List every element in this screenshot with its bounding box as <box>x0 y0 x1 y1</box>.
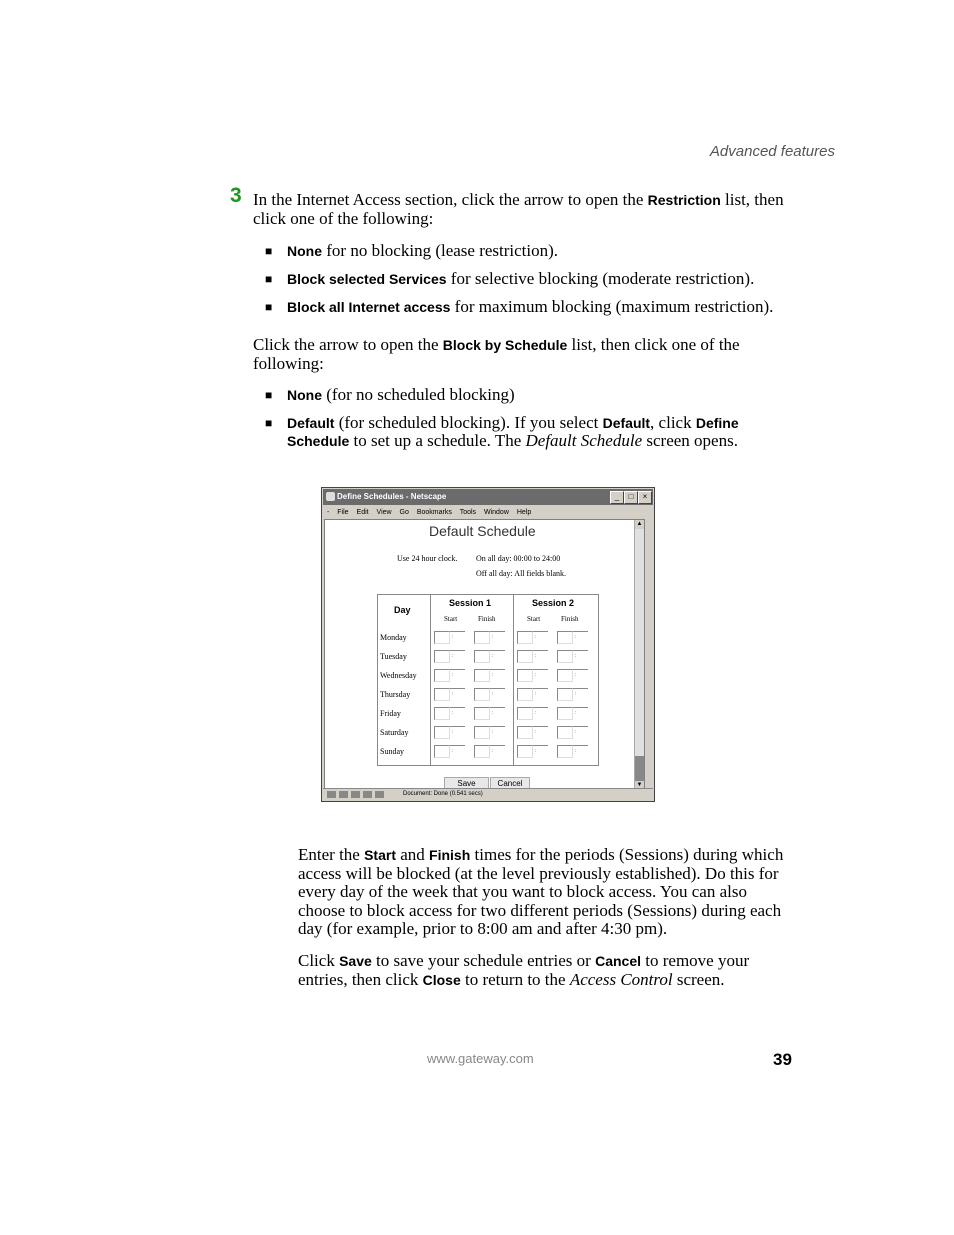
time-input[interactable] <box>517 745 533 758</box>
time-input[interactable] <box>450 631 465 644</box>
time-input[interactable] <box>557 650 573 663</box>
time-input[interactable] <box>434 669 450 682</box>
window-title: Define Schedules - Netscape <box>337 492 447 501</box>
time-input[interactable] <box>474 631 490 644</box>
maximize-icon[interactable]: □ <box>624 491 638 504</box>
time-input[interactable] <box>517 726 533 739</box>
time-input[interactable] <box>450 726 465 739</box>
time-input[interactable] <box>474 745 490 758</box>
menu-edit[interactable]: Edit <box>356 509 369 516</box>
time-input[interactable] <box>474 707 490 720</box>
save-paragraph: Click Save to save your schedule entries or Cancel to remove your entries, then click Close to return to the Access Control screen. <box>298 951 750 989</box>
time-input[interactable] <box>450 745 465 758</box>
browser-content <box>324 519 645 791</box>
scroll-thumb[interactable] <box>635 756 644 782</box>
session1-header: Session 1 <box>449 598 492 608</box>
time-input[interactable] <box>557 631 573 644</box>
menu-view[interactable]: View <box>376 509 392 516</box>
time-input[interactable] <box>474 726 490 739</box>
time-input[interactable] <box>490 669 505 682</box>
window-titlebar <box>323 489 653 505</box>
time-input[interactable] <box>573 726 588 739</box>
minimize-icon[interactable]: _ <box>610 491 624 504</box>
time-input[interactable] <box>533 631 548 644</box>
time-input[interactable] <box>573 688 588 701</box>
time-input[interactable] <box>490 688 505 701</box>
section-header: Advanced features <box>709 143 835 160</box>
time-input[interactable] <box>517 650 533 663</box>
scroll-down-icon[interactable]: ▼ <box>636 782 643 788</box>
time-input[interactable] <box>573 669 588 682</box>
time-input[interactable] <box>557 669 573 682</box>
time-input[interactable] <box>474 650 490 663</box>
day-label: Tuesday <box>380 652 407 661</box>
menu-window[interactable]: Window <box>483 509 509 516</box>
time-input[interactable] <box>450 707 465 720</box>
time-input[interactable] <box>450 650 465 663</box>
time-input[interactable] <box>573 650 588 663</box>
menu-go[interactable]: Go <box>399 509 409 516</box>
session2-header: Session 2 <box>532 598 575 608</box>
time-input[interactable] <box>573 631 588 644</box>
page-number: 39 <box>773 1050 792 1069</box>
netscape-icon <box>326 492 335 501</box>
time-input[interactable] <box>533 726 548 739</box>
finish-label: Finish <box>561 615 579 623</box>
schedule-paragraph: Click the arrow to open the Block by Schedule list, then click one of the following: <box>253 335 740 373</box>
time-input[interactable] <box>434 707 450 720</box>
footer-url: www.gateway.com <box>427 1051 534 1066</box>
time-input[interactable] <box>533 745 548 758</box>
start-label: Start <box>527 615 541 623</box>
day-label: Wednesday <box>380 671 417 680</box>
time-input[interactable] <box>490 726 505 739</box>
close-icon[interactable]: × <box>638 491 652 504</box>
time-input[interactable] <box>490 707 505 720</box>
time-input[interactable] <box>557 707 573 720</box>
day-label: Thursday <box>380 690 411 699</box>
screenshot-window <box>321 487 655 802</box>
enter-paragraph: Enter the Start and Finish times for the periods (Sessions) during which access will be blocked (at the level previously established). Do this for every day of the week that you want to block access. You can also choose to block access for two different periods (Sessions) during each day (for example, prior to 8:00 am and after 4:30 pm). <box>298 845 784 938</box>
time-input[interactable] <box>573 707 588 720</box>
time-input[interactable] <box>517 707 533 720</box>
menubar: - File Edit View Go Bookmarks Tools Window Help <box>327 509 532 516</box>
day-label: Sunday <box>380 747 404 756</box>
statusbar <box>323 788 653 800</box>
time-input[interactable] <box>490 631 505 644</box>
finish-label: Finish <box>478 615 496 623</box>
time-input[interactable] <box>490 650 505 663</box>
time-input[interactable] <box>533 669 548 682</box>
time-input[interactable] <box>533 650 548 663</box>
time-input[interactable] <box>434 688 450 701</box>
menu-file[interactable]: File <box>337 509 349 516</box>
time-input[interactable] <box>533 707 548 720</box>
on-note: On all day: 00:00 to 24:00 <box>476 554 561 563</box>
time-input[interactable] <box>573 745 588 758</box>
schedule-table <box>377 594 599 766</box>
menu-tools[interactable]: Tools <box>459 509 477 516</box>
time-input[interactable] <box>434 745 450 758</box>
time-input[interactable] <box>434 650 450 663</box>
scrollbar[interactable] <box>634 520 644 790</box>
time-input[interactable] <box>490 745 505 758</box>
time-input[interactable] <box>517 631 533 644</box>
step-intro: In the Internet Access section, click the arrow to open the Restriction list, then click one of the following: <box>253 190 784 228</box>
scroll-up-icon[interactable]: ▲ <box>636 521 643 527</box>
time-input[interactable] <box>450 669 465 682</box>
menu-bookmarks[interactable]: Bookmarks <box>416 509 452 516</box>
time-input[interactable] <box>474 688 490 701</box>
time-input[interactable] <box>557 726 573 739</box>
time-input[interactable] <box>450 688 465 701</box>
day-label: Monday <box>380 633 407 642</box>
time-input[interactable] <box>557 745 573 758</box>
start-label: Start <box>444 615 458 623</box>
save-button[interactable]: Save <box>444 777 489 792</box>
step-number: 3 <box>230 184 242 207</box>
clock-note: Use 24 hour clock. <box>397 554 458 563</box>
status-icons <box>327 791 387 803</box>
time-input[interactable] <box>517 669 533 682</box>
cancel-button[interactable]: Cancel <box>490 777 530 792</box>
time-input[interactable] <box>434 631 450 644</box>
menu-help[interactable]: Help <box>516 509 532 516</box>
time-input[interactable] <box>474 669 490 682</box>
day-header: Day <box>394 605 411 615</box>
day-label: Friday <box>380 709 401 718</box>
time-input[interactable] <box>517 688 533 701</box>
time-input[interactable] <box>557 688 573 701</box>
status-text: Document: Done (0.541 secs) <box>403 791 483 797</box>
page-title: Default Schedule <box>429 523 536 539</box>
time-input[interactable] <box>533 688 548 701</box>
day-label: Saturday <box>380 728 409 737</box>
off-note: Off all day: All fields blank. <box>476 569 567 578</box>
time-input[interactable] <box>434 726 450 739</box>
